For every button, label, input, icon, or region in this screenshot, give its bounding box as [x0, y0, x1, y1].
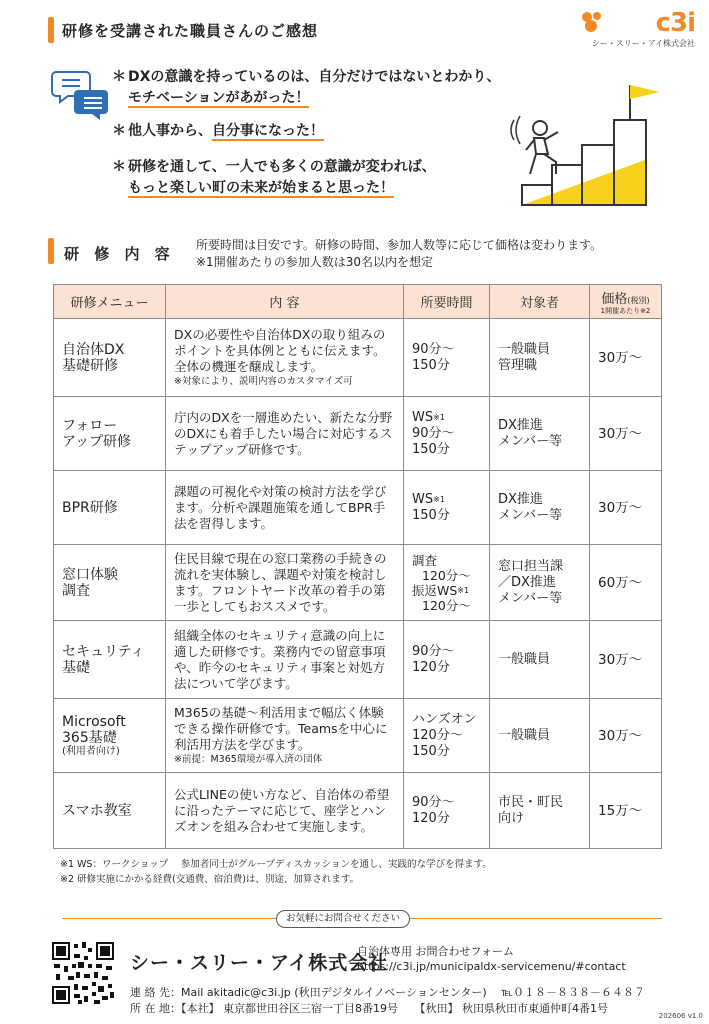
training-table [53, 284, 662, 849]
target-line: 市民・町民 [498, 794, 564, 810]
header-price-sub: 1開催あたり※2 [600, 307, 651, 315]
intro-line1: 所要時間は目安です。研修の時間、参加人数等に応じて価格は変わります。 [196, 238, 603, 252]
menu-name [54, 397, 166, 471]
menu-name-line: 基礎研修 [62, 357, 118, 374]
desc-text: M365の基礎～利活用まで幅広く体験できる操作研修です。Teamsを中心に利活用方法を学びます。 [174, 705, 388, 752]
chat-bubbles-icon [50, 62, 112, 124]
menu-target [490, 545, 590, 621]
time-line: 90分～ [412, 341, 455, 357]
desc-text: 住民目線で現在の窓口業務の手続きの流れを実体験し、課題や対策を検討します。フロントヤード改革の着手の第一歩としてもおススメです。 [174, 550, 387, 614]
menu-target [490, 773, 590, 849]
time-line: 120分～ [422, 597, 471, 613]
logo-company-name: シー・スリー・アイ株式会社 [591, 39, 695, 48]
time-line: 120分～ [422, 567, 471, 583]
desc-text: 庁内のDXを一層進めたい、新たな分野のDXにも着手したい場合に対応するステップアップ研修です。 [174, 409, 393, 457]
menu-price: 30万～ [590, 319, 662, 397]
impression-2-pre: 他人事から、 [128, 123, 212, 139]
footnote-2: ※2 研修実施にかかる経費(交通費、宿泊費)は、別途、加算されます。 [60, 874, 360, 885]
logo-text: c3i [655, 8, 695, 38]
desc-note: ※対象により、説明内容のカスタマイズ可 [174, 376, 353, 387]
impression-2 [112, 121, 324, 142]
menu-name-line: 基礎 [62, 659, 90, 676]
time-line: ハンズオン [412, 711, 477, 727]
menu-target [490, 621, 590, 699]
menu-name-sub: (利用者向け) [62, 745, 120, 757]
menu-time [404, 471, 490, 545]
table-row [54, 773, 662, 849]
time-ws: WS [412, 491, 434, 507]
table-row [54, 621, 662, 699]
contact-mail-phone: 連 絡 先：Mail akitadic@c3i.jp (秋田デジタルイノベーションセンター) ℡０１８－８３８－６４８７ [130, 986, 645, 999]
menu-name [54, 621, 166, 699]
menu-time [404, 773, 490, 849]
target-line: 一般職員 [498, 341, 551, 357]
menu-desc [166, 621, 404, 699]
menu-name [54, 545, 166, 621]
target-line: 一般職員 [498, 651, 551, 667]
target-line: DX推進 [498, 491, 543, 507]
office-address: 所 在 地：【本社】 東京都世田谷区三宿一丁目8番19号 【秋田】 秋田県秋田市東通仲町4番1号 [130, 1002, 608, 1015]
menu-target [490, 471, 590, 545]
menu-time [404, 621, 490, 699]
time-sup: ※1 [457, 585, 470, 595]
time-line: 調査 [412, 552, 438, 568]
menu-target [490, 319, 590, 397]
contact-form-link[interactable]: https://c3i.jp/municipaldx-servicemenu/#contact [357, 960, 626, 973]
contact-form-label: 自治体専用 お問合わせフォーム [357, 945, 514, 958]
impression-1-line1: DXの意識を持っているのは、自分だけではないとわかり、 [128, 69, 501, 85]
menu-price: 30万～ [590, 471, 662, 545]
menu-name-line: セキュリティ [62, 643, 145, 660]
time-line: 150分 [412, 357, 450, 373]
menu-name [54, 699, 166, 773]
menu-name [54, 319, 166, 397]
menu-desc [166, 319, 404, 397]
training-intro [196, 237, 602, 271]
desc-note: ※前提：M365環境が導入済の団体 [174, 754, 323, 765]
header-menu: 研修メニュー [54, 285, 166, 319]
target-line: ／DX推進 [498, 574, 556, 590]
asterisk: ＊ [112, 123, 126, 139]
menu-desc [166, 699, 404, 773]
impression-2-underlined: 自分事になった！ [212, 123, 324, 139]
time-line: 120分 [412, 659, 450, 675]
menu-name-line: Microsoft [62, 713, 126, 730]
training-title: 研 修 内 容 [64, 245, 175, 263]
table-row [54, 319, 662, 397]
table-row [54, 699, 662, 773]
time-ws: WS [412, 409, 434, 425]
target-line: メンバー等 [498, 507, 563, 523]
menu-time [404, 699, 490, 773]
impression-3-line2: もっと楽しい町の未来が始まると思った！ [128, 180, 394, 196]
c3i-logo-icon [581, 10, 605, 34]
time-sup: ※1 [433, 494, 445, 504]
menu-name-line: フォロー [62, 417, 118, 434]
menu-name-line: 窓口体験 [62, 566, 118, 583]
time-line: 150分 [412, 507, 450, 523]
time-line: 90分～ [412, 425, 455, 441]
table-row [54, 471, 662, 545]
contact-pill: お気軽にお問合せください [276, 910, 410, 928]
time-sup: ※1 [433, 412, 445, 422]
company-name: シー・スリー・アイ株式会社 [130, 952, 389, 974]
menu-name-line: 自治体DX [62, 341, 125, 358]
menu-desc [166, 397, 404, 471]
menu-target [490, 699, 590, 773]
company-logo [575, 8, 695, 46]
time-line: 90分～ [412, 794, 455, 810]
menu-target [490, 397, 590, 471]
desc-text: 公式LINEの使い方など、自治体の希望に沿ったテーマに応じて、座学とハンズオンを組み合わせて実施します。 [174, 786, 390, 834]
time-line: 120分 [412, 810, 450, 826]
menu-time [404, 319, 490, 397]
time-line: 150分 [412, 743, 450, 759]
menu-price: 30万～ [590, 621, 662, 699]
menu-desc [166, 471, 404, 545]
impression-3 [112, 157, 436, 199]
header-price [590, 285, 662, 319]
impression-3-line1: 研修を通して、一人でも多くの意識が変われば、 [128, 159, 436, 175]
section-bar [48, 17, 54, 43]
impression-1-line2: モチベーションがあがった！ [128, 90, 310, 106]
menu-name [54, 471, 166, 545]
impressions-title: 研修を受講された職員さんのご感想 [62, 22, 319, 40]
section-bar [48, 238, 54, 264]
target-line: 管理職 [498, 357, 538, 373]
impression-1 [112, 67, 501, 109]
target-line: メンバー等 [498, 590, 563, 606]
menu-name-line: 調査 [62, 582, 90, 599]
desc-text: 課題の可視化や対策の検討方法を学びます。分析や課題施策を通してBPR手法を習得します。 [174, 483, 387, 531]
menu-desc [166, 545, 404, 621]
menu-name-line: アップ研修 [62, 433, 132, 450]
target-line: メンバー等 [498, 433, 563, 449]
time-line: 120分～ [412, 727, 463, 743]
menu-name-line: BPR研修 [62, 499, 118, 516]
table-header [54, 285, 662, 319]
menu-price: 30万～ [590, 699, 662, 773]
time-line: 150分 [412, 441, 450, 457]
header-content: 内 容 [166, 285, 404, 319]
menu-time [404, 397, 490, 471]
desc-text: 組織全体のセキュリティ意識の向上に適した研修です。業務内での留意事項や、昨今のセキュリティ事案と対処方法について学びます。 [174, 627, 386, 691]
header-price-label: 価格 [601, 292, 628, 307]
header-time: 所要時間 [404, 285, 490, 319]
menu-name-line: 365基礎 [62, 729, 117, 746]
target-line: 向け [498, 810, 525, 826]
time-line: 90分～ [412, 643, 455, 659]
menu-name-line: スマホ教室 [62, 802, 132, 819]
menu-desc [166, 773, 404, 849]
menu-price: 60万～ [590, 545, 662, 621]
intro-line2: ※1開催あたりの参加人数は30名以内を想定 [196, 255, 433, 269]
footnote-1: ※1 WS：ワークショップ 参加者同士がグループディスカッションを通し、実践的な学びを得ます。 [60, 859, 492, 870]
target-line: 一般職員 [498, 727, 551, 743]
time-ws: 振返WS [412, 582, 458, 598]
table-row [54, 397, 662, 471]
table-row [54, 545, 662, 621]
stairs-illustration [500, 80, 690, 210]
asterisk: ＊ [112, 159, 126, 175]
menu-price: 30万～ [590, 397, 662, 471]
target-line: 窓口担当課 [498, 558, 564, 574]
asterisk: ＊ [112, 69, 126, 85]
desc-text: DXの必要性や自治体DXの取り組みのポイントを具体例とともに伝えます。全体の機運を醸成します。 [174, 327, 386, 374]
target-line: DX推進 [498, 417, 543, 433]
menu-time [404, 545, 490, 621]
menu-name [54, 773, 166, 849]
qr-code[interactable] [50, 940, 116, 1006]
header-target: 対象者 [490, 285, 590, 319]
header-price-tax: (税別) [627, 296, 650, 305]
version-label: 202606 v1.0 [658, 1012, 703, 1020]
menu-price: 15万～ [590, 773, 662, 849]
